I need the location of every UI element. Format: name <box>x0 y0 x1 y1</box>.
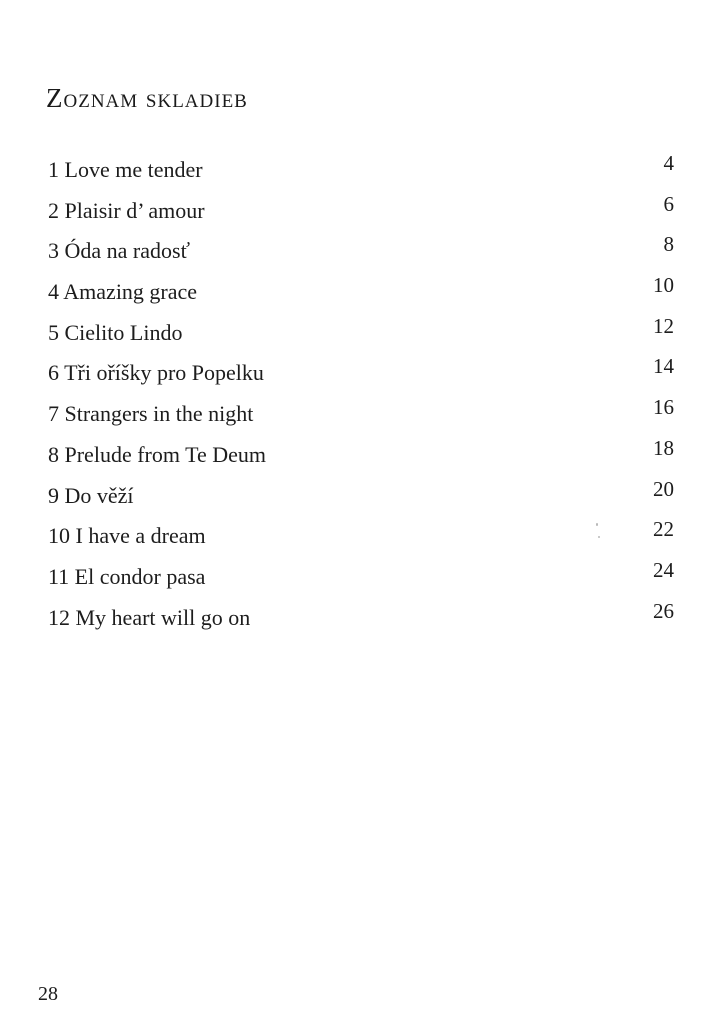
toc-entry-title: 4 Amazing grace <box>48 279 198 305</box>
toc-entry <box>48 598 674 644</box>
toc-entry-page: 12 <box>653 313 674 338</box>
toc-entry <box>48 354 674 399</box>
toc-entry-page: 22 <box>653 517 674 542</box>
toc-entry <box>48 232 674 277</box>
toc-entry-page: 6 <box>663 191 674 216</box>
toc-entry <box>48 191 674 237</box>
toc-entry-title: 2 Plaisir d’ amour <box>48 197 205 223</box>
toc-entry-title: 3 Óda na radosť <box>48 238 190 264</box>
scan-speck <box>598 536 600 538</box>
page-title: Zoznam skladieb <box>46 83 248 113</box>
toc-entry-page: 16 <box>653 395 674 420</box>
table-of-contents <box>48 151 674 643</box>
toc-entry-page: 20 <box>653 476 674 501</box>
toc-entry-page: 18 <box>653 435 674 460</box>
toc-entry <box>48 435 674 481</box>
toc-entry <box>48 517 674 562</box>
toc-entry-page: 8 <box>663 232 674 257</box>
page-number: 28 <box>38 983 58 1005</box>
toc-entry-page: 24 <box>653 557 674 582</box>
toc-entry-title: 5 Cielito Lindo <box>48 319 183 345</box>
toc-entry-title: 10 I have a dream <box>48 523 206 549</box>
toc-entry <box>48 476 674 522</box>
toc-entry <box>48 395 674 440</box>
toc-entry-title: 1 Love me tender <box>48 157 203 182</box>
toc-entry-title: 6 Tři oříšky pro Popelku <box>48 360 264 386</box>
toc-entry-page: 26 <box>653 598 674 623</box>
toc-entry-title: 11 El condor pasa <box>48 563 206 589</box>
scan-speck <box>596 523 598 526</box>
toc-entry-page: 10 <box>653 273 674 298</box>
toc-entry-title: 7 Strangers in the night <box>48 401 254 427</box>
toc-entry-page: 4 <box>663 151 674 175</box>
toc-entry-title: 9 Do věží <box>48 482 134 508</box>
toc-entry <box>48 557 674 603</box>
toc-entry-page: 14 <box>653 354 674 379</box>
toc-entry <box>48 273 674 318</box>
toc-entry-title: 8 Prelude from Te Deum <box>48 441 267 467</box>
toc-entry-title: 12 My heart will go on <box>48 604 251 630</box>
toc-entry <box>48 151 674 196</box>
toc-entry <box>48 313 674 359</box>
